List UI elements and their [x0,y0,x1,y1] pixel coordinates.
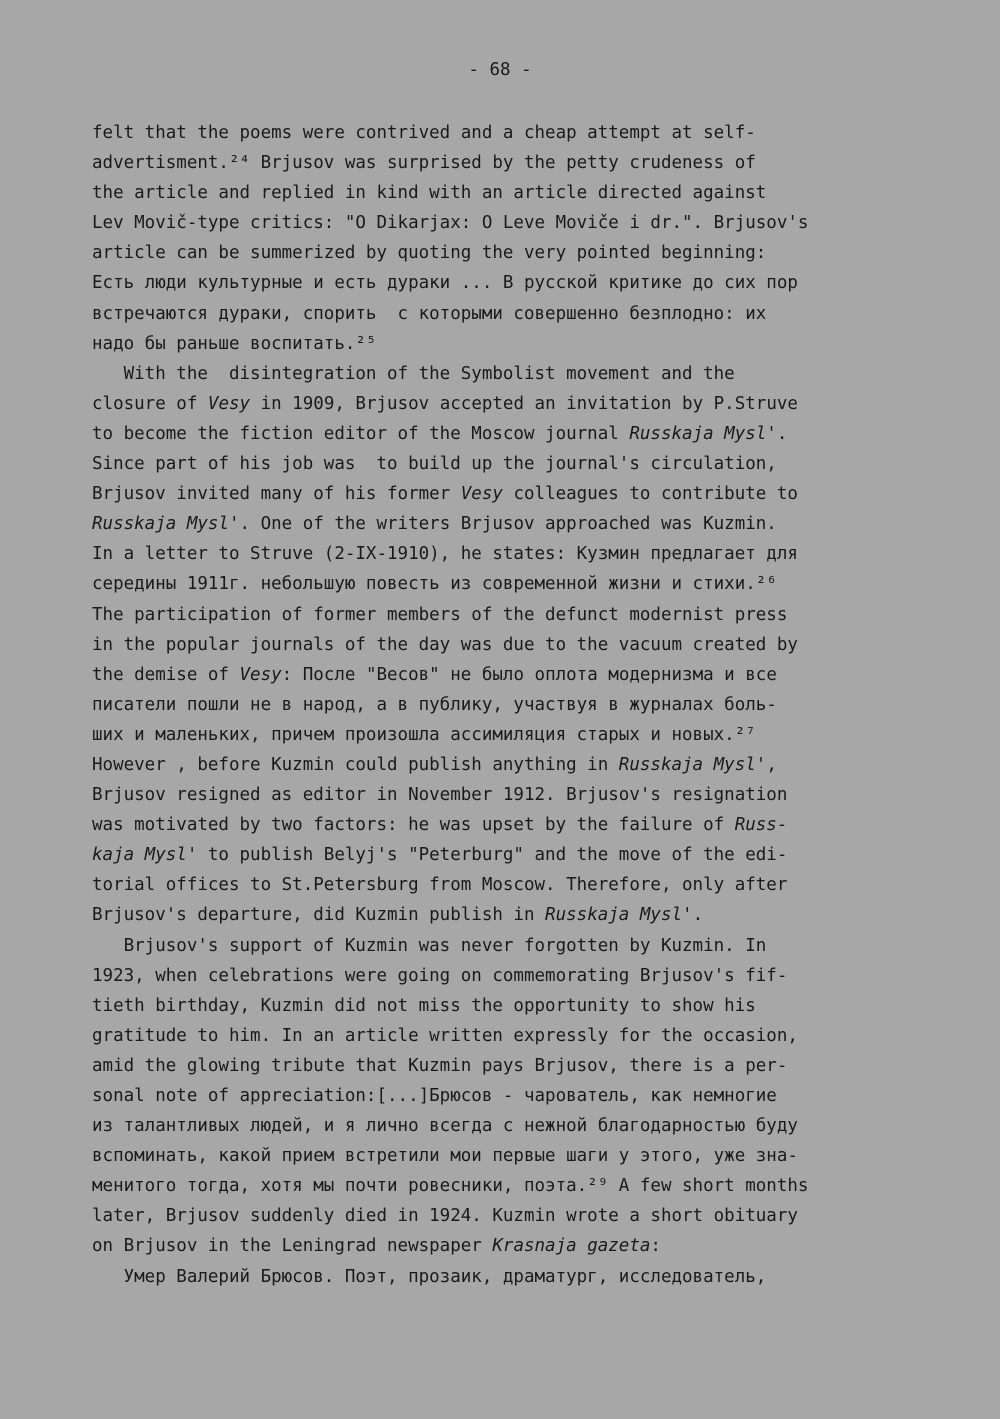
italic-title: Krasnaja gazeta [492,1236,651,1257]
text-line [92,178,922,208]
text-line [92,720,922,750]
text-line [92,359,922,389]
text-line [92,750,922,780]
text-segment: felt that the poems were contrived and a cheap attempt at self- [92,123,756,143]
text-line [92,419,922,449]
text-segment: : После "Весов" не было оплота модернизма и все [281,664,777,685]
text-line [92,479,922,509]
text-segment: sonal note of appreciation:[...]Брюсов - чарователь, как немногие [92,1086,777,1106]
text-line [92,900,922,930]
text-segment: ших и маленьких, причем произошла ассимиляция старых и новых.²⁷ [92,724,756,745]
text-segment: писатели пошли не в народ, а в публику, участвуя в журналах боль- [92,694,777,715]
text-segment: on Brjusov in the Leningrad newspaper [92,1236,493,1257]
text-segment: closure of [92,393,208,414]
text-segment: advertisment.²⁴ Brjusov was surprised by the petty crudeness of [92,153,756,174]
italic-title: Vesy [239,664,282,685]
page-number: - 68 - [468,60,532,80]
text-segment: gratitude to him. In an article written expressly for the occasion, [92,1025,798,1046]
text-segment: the demise of [92,664,240,685]
text-line [92,208,922,238]
text-line [92,1081,922,1111]
text-segment: to publish Belyj's "Peterburg" and the move of the edi- [197,845,788,866]
text-line [92,299,922,329]
text-line [92,840,922,870]
text-line [92,238,922,268]
text-line [92,449,922,479]
text-line [92,1201,922,1231]
text-line [92,780,922,810]
text-line [92,1021,922,1051]
text-line [92,660,922,690]
text-segment: Lev Movič-type critics: "O Dikarjax: O Leve Moviče i dr.". Brjusov's [92,213,809,234]
text-line [92,1111,922,1141]
text-line [92,118,922,148]
text-segment: to become the fiction editor of the Moscow journal [92,423,630,444]
text-segment: Brjusov's support of Kuzmin was never forgotten by Kuzmin. In [92,935,767,956]
text-segment: Есть люди культурные и есть дураки ... В русской критике до сих пор [92,273,798,294]
text-segment: , [766,754,777,775]
text-line [92,569,922,599]
italic-title: Russkaja Mysl' [92,514,240,535]
text-segment: 1923, when celebrations were going on commemorating Brjusov's fif- [92,965,788,986]
italic-title: kaja Mysl' [92,845,198,866]
text-line [92,931,922,961]
text-line [92,389,922,419]
text-segment: . [776,423,788,444]
text-segment: was motivated by two factors: he was upset by the failure of [92,815,735,836]
text-segment: . One of the writers Brjusov approached was Kuzmin. [239,514,777,535]
text-segment: article can be summerized by quoting the very pointed beginning: [92,243,767,264]
text-segment: colleagues to contribute to [502,484,798,505]
text-segment: встречаются дураки, спорить с которыми совершенно безплодно: их [92,303,767,324]
text-line [92,148,922,178]
text-line [92,509,922,539]
text-segment: из талантливых людей, и я лично всегда с нежной благодарностью буду [92,1116,798,1137]
text-line [92,961,922,991]
text-line [92,991,922,1021]
italic-title: Russ- [734,815,788,836]
text-segment: середины 1911г. небольшую повесть из современной жизни и стихи.²⁶ [92,574,777,595]
text-line [92,539,922,569]
italic-title: Vesy [460,484,503,505]
text-segment: Since part of his job was to build up the journal's circulation, [92,454,777,475]
text-segment: in the popular journals of the day was due to the vacuum created by [92,634,798,655]
text-segment: вспоминать, какой прием встретили мои первые шаги у этого, уже зна- [92,1146,798,1167]
text-line [92,1231,922,1261]
text-segment: amid the glowing tribute that Kuzmin pays Brjusov, there is a per- [92,1055,788,1076]
text-segment: In a letter to Struve (2-IX-1910), he states: Кузмин предлагает для [92,544,798,565]
body-text [92,118,922,1292]
italic-title: Russkaja Mysl' [618,754,767,775]
text-segment: The participation of former members of the defunct modernist press [92,604,788,625]
text-segment: . [692,905,704,926]
text-segment: With the disintegration of the Symbolist movement and the [92,363,735,384]
text-segment: менитого тогда, хотя мы почти ровесники, поэта.²⁹ A few short months [92,1176,809,1197]
italic-title: Russkaja Mysl' [545,905,693,926]
text-segment: the article and replied in kind with an article directed against [92,183,767,204]
text-line [92,1262,922,1292]
text-line [92,690,922,720]
text-line [92,1051,922,1081]
italic-title: Russkaja Mysl' [629,423,777,444]
text-segment: However , before Kuzmin could publish anything in [92,754,619,775]
text-segment: later, Brjusov suddenly died in 1924. Kuzmin wrote a short obituary [92,1206,798,1227]
text-line [92,870,922,900]
italic-title: Vesy [207,393,251,414]
text-segment: : [650,1236,661,1257]
text-segment: tieth birthday, Kuzmin did not miss the opportunity to show his [92,995,756,1016]
text-segment: Умер Валерий Брюсов. Поэт, прозаик, драматург, исследователь, [92,1266,767,1287]
text-segment: Brjusov resigned as editor in November 1912. Brjusov's resignation [92,785,788,806]
text-line [92,1141,922,1171]
text-line [92,600,922,630]
text-line [92,268,922,298]
text-line [92,1171,922,1201]
text-line [92,810,922,840]
text-line [92,329,922,359]
text-segment: in 1909, Brjusov accepted an invitation by P.Struve [250,393,798,414]
text-segment: torial offices to St.Petersburg from Moscow. Therefore, only after [92,875,788,896]
text-segment: Brjusov's departure, did Kuzmin publish in [92,905,546,926]
text-segment: Brjusov invited many of his former [92,484,461,505]
text-line [92,630,922,660]
text-segment: надо бы раньше воспитать.²⁵ [92,333,377,354]
